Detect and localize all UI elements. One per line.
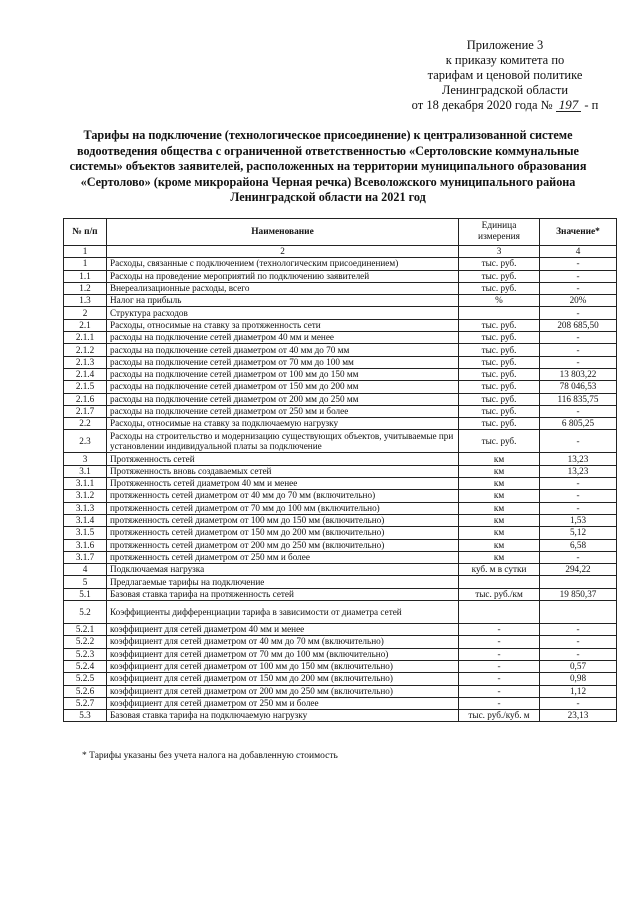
row-name-cell: Подключаемая нагрузка: [107, 564, 459, 576]
row-unit-cell: км: [459, 527, 540, 539]
row-unit-cell: тыс. руб.: [459, 282, 540, 294]
row-value-cell: 13 803,22: [540, 368, 617, 380]
header-unit: Единица измерения: [459, 219, 540, 246]
row-number-cell: 3.1.1: [64, 478, 107, 490]
row-value-cell: 0,98: [540, 673, 617, 685]
row-number-cell: 5.2.5: [64, 673, 107, 685]
table-row: [64, 405, 617, 417]
row-number-cell: 3.1.5: [64, 527, 107, 539]
document-title: [58, 128, 598, 206]
row-value-cell: -: [540, 270, 617, 282]
row-name-cell: расходы на подключение сетей диаметром от 70 мм до 100 мм: [107, 356, 459, 368]
row-unit-cell: -: [459, 697, 540, 709]
table-row: [64, 478, 617, 490]
row-value-cell: 20%: [540, 295, 617, 307]
row-name-cell: расходы на подключение сетей диаметром 40 мм и менее: [107, 332, 459, 344]
row-number-cell: 2.1.6: [64, 393, 107, 405]
row-number-cell: 3.1.6: [64, 539, 107, 551]
table-row: [64, 490, 617, 502]
header-name: Наименование: [107, 219, 459, 246]
row-number-cell: 2.1.7: [64, 405, 107, 417]
table-row: [64, 660, 617, 672]
table-row: [64, 430, 617, 453]
row-number-cell: 5: [64, 576, 107, 588]
table-row: [64, 539, 617, 551]
row-name-cell: коэффициент для сетей диаметром от 250 мм и более: [107, 697, 459, 709]
row-number-cell: 1: [64, 258, 107, 270]
row-unit-cell: -: [459, 673, 540, 685]
table-row: [64, 527, 617, 539]
title-line: Тарифы на подключение (технологическое присоединение) к централизованной системе: [83, 128, 573, 142]
row-number-cell: 5.2: [64, 601, 107, 624]
row-name-cell: Базовая ставка тарифа на подключаемую нагрузку: [107, 710, 459, 722]
table-row: [64, 576, 617, 588]
row-name-cell: протяженность сетей диаметром от 150 мм до 200 мм (включительно): [107, 527, 459, 539]
row-unit-cell: -: [459, 648, 540, 660]
appendix-title: Приложение 3: [466, 38, 544, 52]
row-unit-cell: тыс. руб.: [459, 344, 540, 356]
row-unit-cell: тыс. руб.: [459, 418, 540, 430]
row-unit-cell: км: [459, 514, 540, 526]
row-name-cell: Базовая ставка тарифа на протяженность сетей: [107, 588, 459, 600]
row-unit-cell: куб. м в сутки: [459, 564, 540, 576]
row-number-cell: 4: [64, 564, 107, 576]
row-name-cell: протяженность сетей диаметром от 200 мм до 250 мм (включительно): [107, 539, 459, 551]
row-value-cell: 19 850,37: [540, 588, 617, 600]
row-value-cell: 116 835,75: [540, 393, 617, 405]
row-unit-cell: км: [459, 465, 540, 477]
row-value-cell: [540, 576, 617, 588]
row-unit-cell: [459, 576, 540, 588]
row-value-cell: 5,12: [540, 527, 617, 539]
row-unit-cell: тыс. руб./куб. м: [459, 710, 540, 722]
row-value-cell: 1,12: [540, 685, 617, 697]
row-number-cell: 5.2.1: [64, 624, 107, 636]
row-value-cell: [540, 601, 617, 624]
table-header-row: [64, 219, 617, 246]
index-cell: 4: [540, 246, 617, 258]
row-number-cell: 5.2.7: [64, 697, 107, 709]
row-value-cell: -: [540, 430, 617, 453]
row-value-cell: -: [540, 636, 617, 648]
table-row: [64, 551, 617, 563]
index-cell: 2: [107, 246, 459, 258]
table-row: [64, 648, 617, 660]
table-row: [64, 685, 617, 697]
tariffs-table: [63, 218, 617, 722]
row-value-cell: -: [540, 478, 617, 490]
row-number-cell: 5.2.3: [64, 648, 107, 660]
row-value-cell: -: [540, 344, 617, 356]
row-value-cell: -: [540, 624, 617, 636]
table-row: [64, 344, 617, 356]
table-row: [64, 588, 617, 600]
row-unit-cell: тыс. руб.: [459, 319, 540, 331]
table-row: [64, 601, 617, 624]
row-name-cell: коэффициент для сетей диаметром от 150 мм до 200 мм (включительно): [107, 673, 459, 685]
row-number-cell: 5.3: [64, 710, 107, 722]
row-value-cell: -: [540, 332, 617, 344]
row-name-cell: протяженность сетей диаметром от 250 мм и более: [107, 551, 459, 563]
table-row: [64, 282, 617, 294]
row-number-cell: 3: [64, 453, 107, 465]
order-suffix: - п: [584, 98, 599, 112]
table-row: [64, 514, 617, 526]
row-unit-cell: тыс. руб.: [459, 356, 540, 368]
row-name-cell: Расходы на проведение мероприятий по подключению заявителей: [107, 270, 459, 282]
row-name-cell: протяженность сетей диаметром от 100 мм до 150 мм (включительно): [107, 514, 459, 526]
table-row: [64, 356, 617, 368]
row-name-cell: Коэффициенты дифференциации тарифа в зависимости от диаметра сетей: [107, 601, 459, 624]
row-number-cell: 5.2.6: [64, 685, 107, 697]
row-unit-cell: км: [459, 490, 540, 502]
row-name-cell: Расходы, относимые на ставку за подключаемую нагрузку: [107, 418, 459, 430]
row-name-cell: Протяженность сетей: [107, 453, 459, 465]
row-unit-cell: тыс. руб.: [459, 381, 540, 393]
order-date: от 18 декабря 2020 года №: [411, 98, 553, 112]
row-unit-cell: км: [459, 551, 540, 563]
table-row: [64, 368, 617, 380]
row-unit-cell: км: [459, 478, 540, 490]
row-value-cell: 294,22: [540, 564, 617, 576]
table-row: [64, 319, 617, 331]
row-number-cell: 2.1.2: [64, 344, 107, 356]
row-name-cell: Протяженность вновь создаваемых сетей: [107, 465, 459, 477]
row-value-cell: -: [540, 648, 617, 660]
row-number-cell: 3.1.7: [64, 551, 107, 563]
row-value-cell: 1,53: [540, 514, 617, 526]
row-unit-cell: тыс. руб.: [459, 393, 540, 405]
table-row: [64, 381, 617, 393]
order-number: 197: [556, 99, 582, 112]
row-value-cell: 23,13: [540, 710, 617, 722]
title-line: водоотведения общества с ограниченной ответственностью «Сертоловские коммунальные: [77, 143, 579, 158]
table-body: [64, 258, 617, 722]
row-unit-cell: тыс. руб.: [459, 270, 540, 282]
row-name-cell: коэффициент для сетей диаметром от 200 мм до 250 мм (включительно): [107, 685, 459, 697]
appendix-line: тарифам и ценовой политике: [427, 68, 583, 82]
row-name-cell: коэффициент для сетей диаметром от 100 мм до 150 мм (включительно): [107, 660, 459, 672]
row-number-cell: 5.1: [64, 588, 107, 600]
row-value-cell: -: [540, 282, 617, 294]
table-row: [64, 332, 617, 344]
row-name-cell: коэффициент для сетей диаметром от 70 мм до 100 мм (включительно): [107, 648, 459, 660]
row-name-cell: коэффициент для сетей диаметром 40 мм и менее: [107, 624, 459, 636]
row-unit-cell: км: [459, 453, 540, 465]
row-unit-cell: [459, 601, 540, 624]
table-row: [64, 295, 617, 307]
table-row: [64, 393, 617, 405]
row-value-cell: -: [540, 502, 617, 514]
row-name-cell: расходы на подключение сетей диаметром от 200 мм до 250 мм: [107, 393, 459, 405]
row-number-cell: 2.1: [64, 319, 107, 331]
row-value-cell: 0,57: [540, 660, 617, 672]
row-value-cell: 6,58: [540, 539, 617, 551]
row-value-cell: -: [540, 490, 617, 502]
row-number-cell: 2.2: [64, 418, 107, 430]
appendix-order-line: [380, 98, 630, 113]
footnote: * Тарифы указаны без учета налога на добавленную стоимость: [82, 751, 338, 761]
table-row: [64, 624, 617, 636]
appendix-line: Ленинградской области: [441, 83, 569, 97]
index-cell: 3: [459, 246, 540, 258]
table-row: [64, 453, 617, 465]
row-name-cell: Расходы, связанные с подключением (технологическим присоединением): [107, 258, 459, 270]
row-name-cell: Внереализационные расходы, всего: [107, 282, 459, 294]
row-unit-cell: -: [459, 636, 540, 648]
row-unit-cell: тыс. руб.: [459, 332, 540, 344]
row-number-cell: 5.2.4: [64, 660, 107, 672]
row-number-cell: 1.2: [64, 282, 107, 294]
row-unit-cell: тыс. руб.: [459, 368, 540, 380]
row-unit-cell: км: [459, 539, 540, 551]
row-value-cell: 6 805,25: [540, 418, 617, 430]
table-row: [64, 636, 617, 648]
row-name-cell: Налог на прибыль: [107, 295, 459, 307]
row-number-cell: 2.1.1: [64, 332, 107, 344]
row-unit-cell: тыс. руб.: [459, 405, 540, 417]
row-name-cell: расходы на подключение сетей диаметром от 250 мм и более: [107, 405, 459, 417]
table-row: [64, 418, 617, 430]
row-number-cell: 3.1.3: [64, 502, 107, 514]
row-unit-cell: тыс. руб./км: [459, 588, 540, 600]
table-row: [64, 697, 617, 709]
row-unit-cell: тыс. руб.: [459, 258, 540, 270]
table-row: [64, 270, 617, 282]
table-row: [64, 258, 617, 270]
row-unit-cell: км: [459, 502, 540, 514]
row-name-cell: Предлагаемые тарифы на подключение: [107, 576, 459, 588]
row-number-cell: 3.1: [64, 465, 107, 477]
row-name-cell: протяженность сетей диаметром от 70 мм до 100 мм (включительно): [107, 502, 459, 514]
table-row: [64, 307, 617, 319]
header-num: № п/п: [64, 219, 107, 246]
row-name-cell: расходы на подключение сетей диаметром от 100 мм до 150 мм: [107, 368, 459, 380]
row-value-cell: -: [540, 356, 617, 368]
row-value-cell: -: [540, 307, 617, 319]
row-name-cell: протяженность сетей диаметром от 40 мм до 70 мм (включительно): [107, 490, 459, 502]
row-number-cell: 1.1: [64, 270, 107, 282]
row-number-cell: 2.3: [64, 430, 107, 453]
appendix-block: [380, 38, 630, 113]
row-number-cell: 2.1.3: [64, 356, 107, 368]
table-row: [64, 710, 617, 722]
row-number-cell: 2.1.5: [64, 381, 107, 393]
title-line: системы» объектов заявителей, расположенных на территории муниципального образования: [69, 159, 587, 173]
row-value-cell: -: [540, 258, 617, 270]
row-value-cell: 13,23: [540, 453, 617, 465]
row-value-cell: -: [540, 405, 617, 417]
row-value-cell: -: [540, 697, 617, 709]
row-name-cell: расходы на подключение сетей диаметром от 40 мм до 70 мм: [107, 344, 459, 356]
row-value-cell: 208 685,50: [540, 319, 617, 331]
row-unit-cell: тыс. руб.: [459, 430, 540, 453]
row-name-cell: коэффициент для сетей диаметром от 40 мм до 70 мм (включительно): [107, 636, 459, 648]
row-number-cell: 3.1.2: [64, 490, 107, 502]
row-number-cell: 1.3: [64, 295, 107, 307]
row-value-cell: -: [540, 551, 617, 563]
table-row: [64, 502, 617, 514]
row-unit-cell: [459, 307, 540, 319]
row-value-cell: 13,23: [540, 465, 617, 477]
header-value: Значение*: [540, 219, 617, 246]
row-number-cell: 3.1.4: [64, 514, 107, 526]
row-name-cell: Протяженность сетей диаметром 40 мм и менее: [107, 478, 459, 490]
row-number-cell: 2: [64, 307, 107, 319]
table-row: [64, 564, 617, 576]
row-unit-cell: -: [459, 660, 540, 672]
row-name-cell: Структура расходов: [107, 307, 459, 319]
appendix-line: к приказу комитета по: [445, 53, 565, 67]
index-cell: 1: [64, 246, 107, 258]
row-number-cell: 2.1.4: [64, 368, 107, 380]
row-unit-cell: -: [459, 685, 540, 697]
row-name-cell: расходы на подключение сетей диаметром от 150 мм до 200 мм: [107, 381, 459, 393]
row-name-cell: Расходы на строительство и модернизацию существующих объектов, учитываемые при установлении индивидуальной платы за подключение: [107, 430, 459, 453]
row-value-cell: 78 046,53: [540, 381, 617, 393]
row-unit-cell: %: [459, 295, 540, 307]
row-unit-cell: -: [459, 624, 540, 636]
title-line: Ленинградской области на 2021 год: [230, 190, 426, 204]
title-line: «Сертолово» (кроме микрорайона Черная речка) Всеволожского муниципального района: [80, 174, 576, 189]
row-number-cell: 5.2.2: [64, 636, 107, 648]
table-row: [64, 465, 617, 477]
table-row: [64, 673, 617, 685]
table-index-row: [64, 246, 617, 258]
row-name-cell: Расходы, относимые на ставку за протяженность сети: [107, 319, 459, 331]
